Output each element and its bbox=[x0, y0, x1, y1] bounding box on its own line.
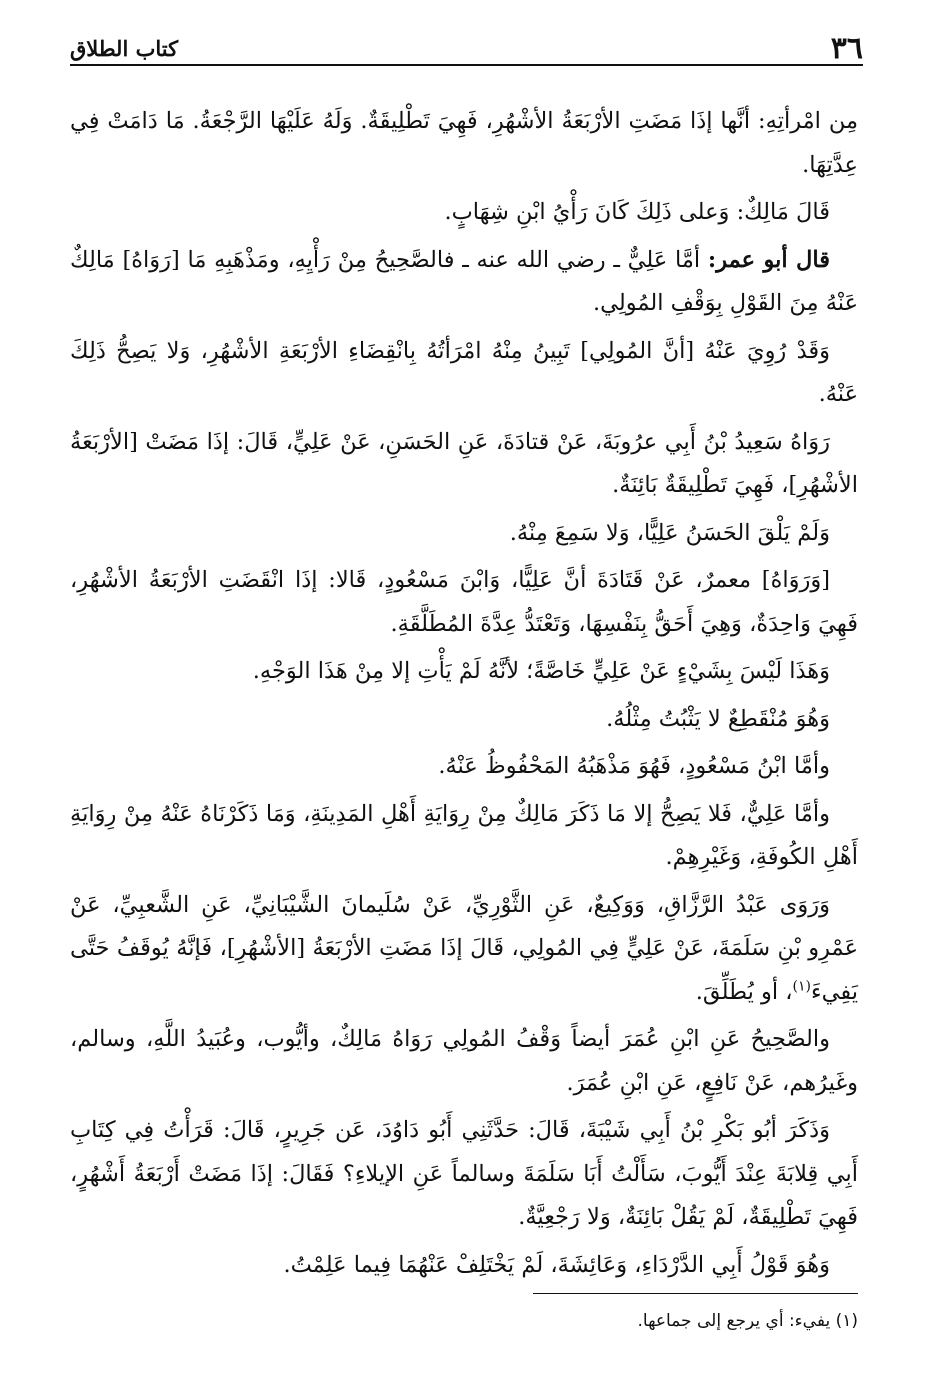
paragraph-text: أمَّا عَلِيٌّ ـ رضي الله عنه ـ فالصَّحِيحُ مِنْ رَأْيِهِ، ومَذْهَبِهِ مَا [رَوَاهُ] مَالِكٌ عَنْهُ مِنَ القَوْلِ بِوَقْفِ المُولِي. bbox=[70, 246, 858, 316]
footnote-reference[interactable]: (١) bbox=[792, 978, 812, 994]
paragraph: وَهَذَا لَيْسَ بِشَيْءٍ عَنْ عَلِيٍّ خَاصَّةً؛ لأنَّهُ لَمْ يَأْتِ إلا مِنْ هَذَا الوَجْهِ. bbox=[252, 658, 830, 684]
paragraph: قَالَ مَالِكٌ: وَعلى ذَلِكَ كَانَ رَأْيُ ابْنِ شِهَابٍ. bbox=[444, 199, 830, 225]
paragraph: وَهُوَ مُنْقَطِعٌ لا يَثْبُتُ مِثْلُهُ. bbox=[606, 705, 830, 732]
footnote: (١) يفيء: أي يرجع إلى جماعها. bbox=[637, 1311, 858, 1331]
paragraph-text-after: ، أو يُطَلِّقَ. bbox=[695, 978, 793, 1005]
footnote-divider bbox=[533, 1293, 858, 1294]
page-number: ٣٦ bbox=[830, 31, 863, 66]
paragraph bbox=[70, 884, 858, 1015]
paragraph: مِن امْرأتِهِ: أنَّها إذَا مَضَتِ الأرْبَعَةُ الأشْهُرِ، فَهِيَ تَطْلِيقَةٌ. وَلَهُ عَلَيْهَا الرَّجْعَةُ. مَا دَامَتْ فِي عِدَّتِهَا. bbox=[70, 108, 858, 178]
paragraph: وَلَمْ يَلْقَ الحَسَنُ عَلِيًّا، وَلا سَمِعَ مِنْهُ. bbox=[509, 519, 830, 546]
paragraph: وَهُوَ قَوْلُ أَبِي الدَّرْدَاءِ، وَعَائِشَةَ، لَمْ يَخْتَلِفْ عَنْهُمَا فِيما عَلِمْتُ. bbox=[283, 1251, 830, 1278]
book-title: كتاب الطلاق bbox=[70, 36, 179, 61]
paragraph: وأمَّا عَلِيٌّ، فَلا يَصِحُّ إلا مَا ذَكَرَ مَالِكٌ مِنْ رِوَايَةِ أَهْلِ المَدِينَةِ، وَمَا ذَكَرْنَاهُ عَنْهُ مِنْ رِوَايَةِ أَهْلِ الكُوفَةِ، وَغَيْرِهِمْ. bbox=[70, 800, 858, 870]
running-header bbox=[70, 30, 863, 66]
paragraph-text: وَرَوَى عَبْدُ الرَّزَّاقِ، وَوَكِيعٌ، عَنِ الثَّوْرِيِّ، عَنْ سُلَيمانَ الشَّيْبَانِيِّ، عَنِ الشَّعبِيِّ، عَنْ عَمْرِو بْنِ سَلَمَةَ، عَنْ عَلِيٍّ فِي المُولِي، قَالَ إذَا مَضَتِ الأرْبَعَةُ [الأشْهُرِ]، فَإنَّهُ يُوقَفُ حَتَّى يَفِيءَ bbox=[70, 891, 858, 1005]
main-text bbox=[70, 100, 858, 1291]
paragraph bbox=[70, 239, 858, 326]
paragraph-lead: قال أبو عمر: bbox=[707, 246, 830, 273]
paragraph: وأمَّا ابْنُ مَسْعُودٍ، فَهُوَ مَذْهَبُهُ المَحْفُوظُ عَنْهُ. bbox=[438, 753, 830, 779]
paragraph: والصَّحِيحُ عَنِ ابْنِ عُمَرَ أيضاً وَقْفُ المُولِي رَوَاهُ مَالِكٌ، وأيُّوب، وعُبَيدُ اللَّهِ، وسالم، وغَيرُهم، عَنْ نَافِعٍ، عَنِ ابْنِ عُمَرَ. bbox=[70, 1026, 858, 1096]
paragraph: وَذَكَرَ أبُو بَكْرِ بْنُ أَبِي شَيْبَةَ، قَالَ: حَدَّثَنِي أَبُو دَاوُدَ، عَن جَرِيرٍ، قَالَ: قَرَأْتُ فِي كِتَابِ أَبِي قِلابَةَ عِنْدَ أَيُّوبَ، سَأَلْتُ أَبَا سَلَمَةَ وسالماً عَنِ الإيلاءِ؟ فَقَالَ: إذَا مَضَتْ أَرْبَعَةُ أَشْهُرٍ، فَهِيَ تَطْلِيقَةٌ، لَمْ يَقُلْ بَائِنَةٌ، وَلا رَجْعِيَّةٌ. bbox=[70, 1117, 858, 1230]
paragraph: رَوَاهُ سَعِيدُ بْنُ أَبِي عرُوبَةَ، عَنْ قتادَةَ، عَنِ الحَسَنِ، عَنْ عَلِيٍّ، قَالَ: إذَا مَضَتْ [الأرْبَعَةُ الأشْهُرِ]، فَهِيَ تَطْلِيقَةٌ بَائِنَةٌ. bbox=[70, 428, 858, 498]
paragraph: وَقَدْ رُوِيَ عَنْهُ [أنَّ المُولِي] تَبِينُ مِنْهُ امْرَأتُهُ بِانْقِضَاءِ الأرْبَعَةِ الأشْهُرِ، وَلا يَصِحُّ ذَلِكَ عَنْهُ. bbox=[70, 337, 858, 407]
paragraph: [وَرَوَاهُ] معمرٌ، عَنْ قَتَادَةَ أنَّ عَلِيًّا، وَابْنَ مَسْعُودٍ، قَالا: إذَا انْقَضَتِ الأرْبَعَةُ الأشْهُرِ، فَهِيَ وَاحِدَةٌ، وَهِيَ أَحَقُّ بِنَفْسِهَا، وَتَعْتَدُّ عِدَّةَ المُطَلَّقَةِ. bbox=[70, 567, 858, 637]
